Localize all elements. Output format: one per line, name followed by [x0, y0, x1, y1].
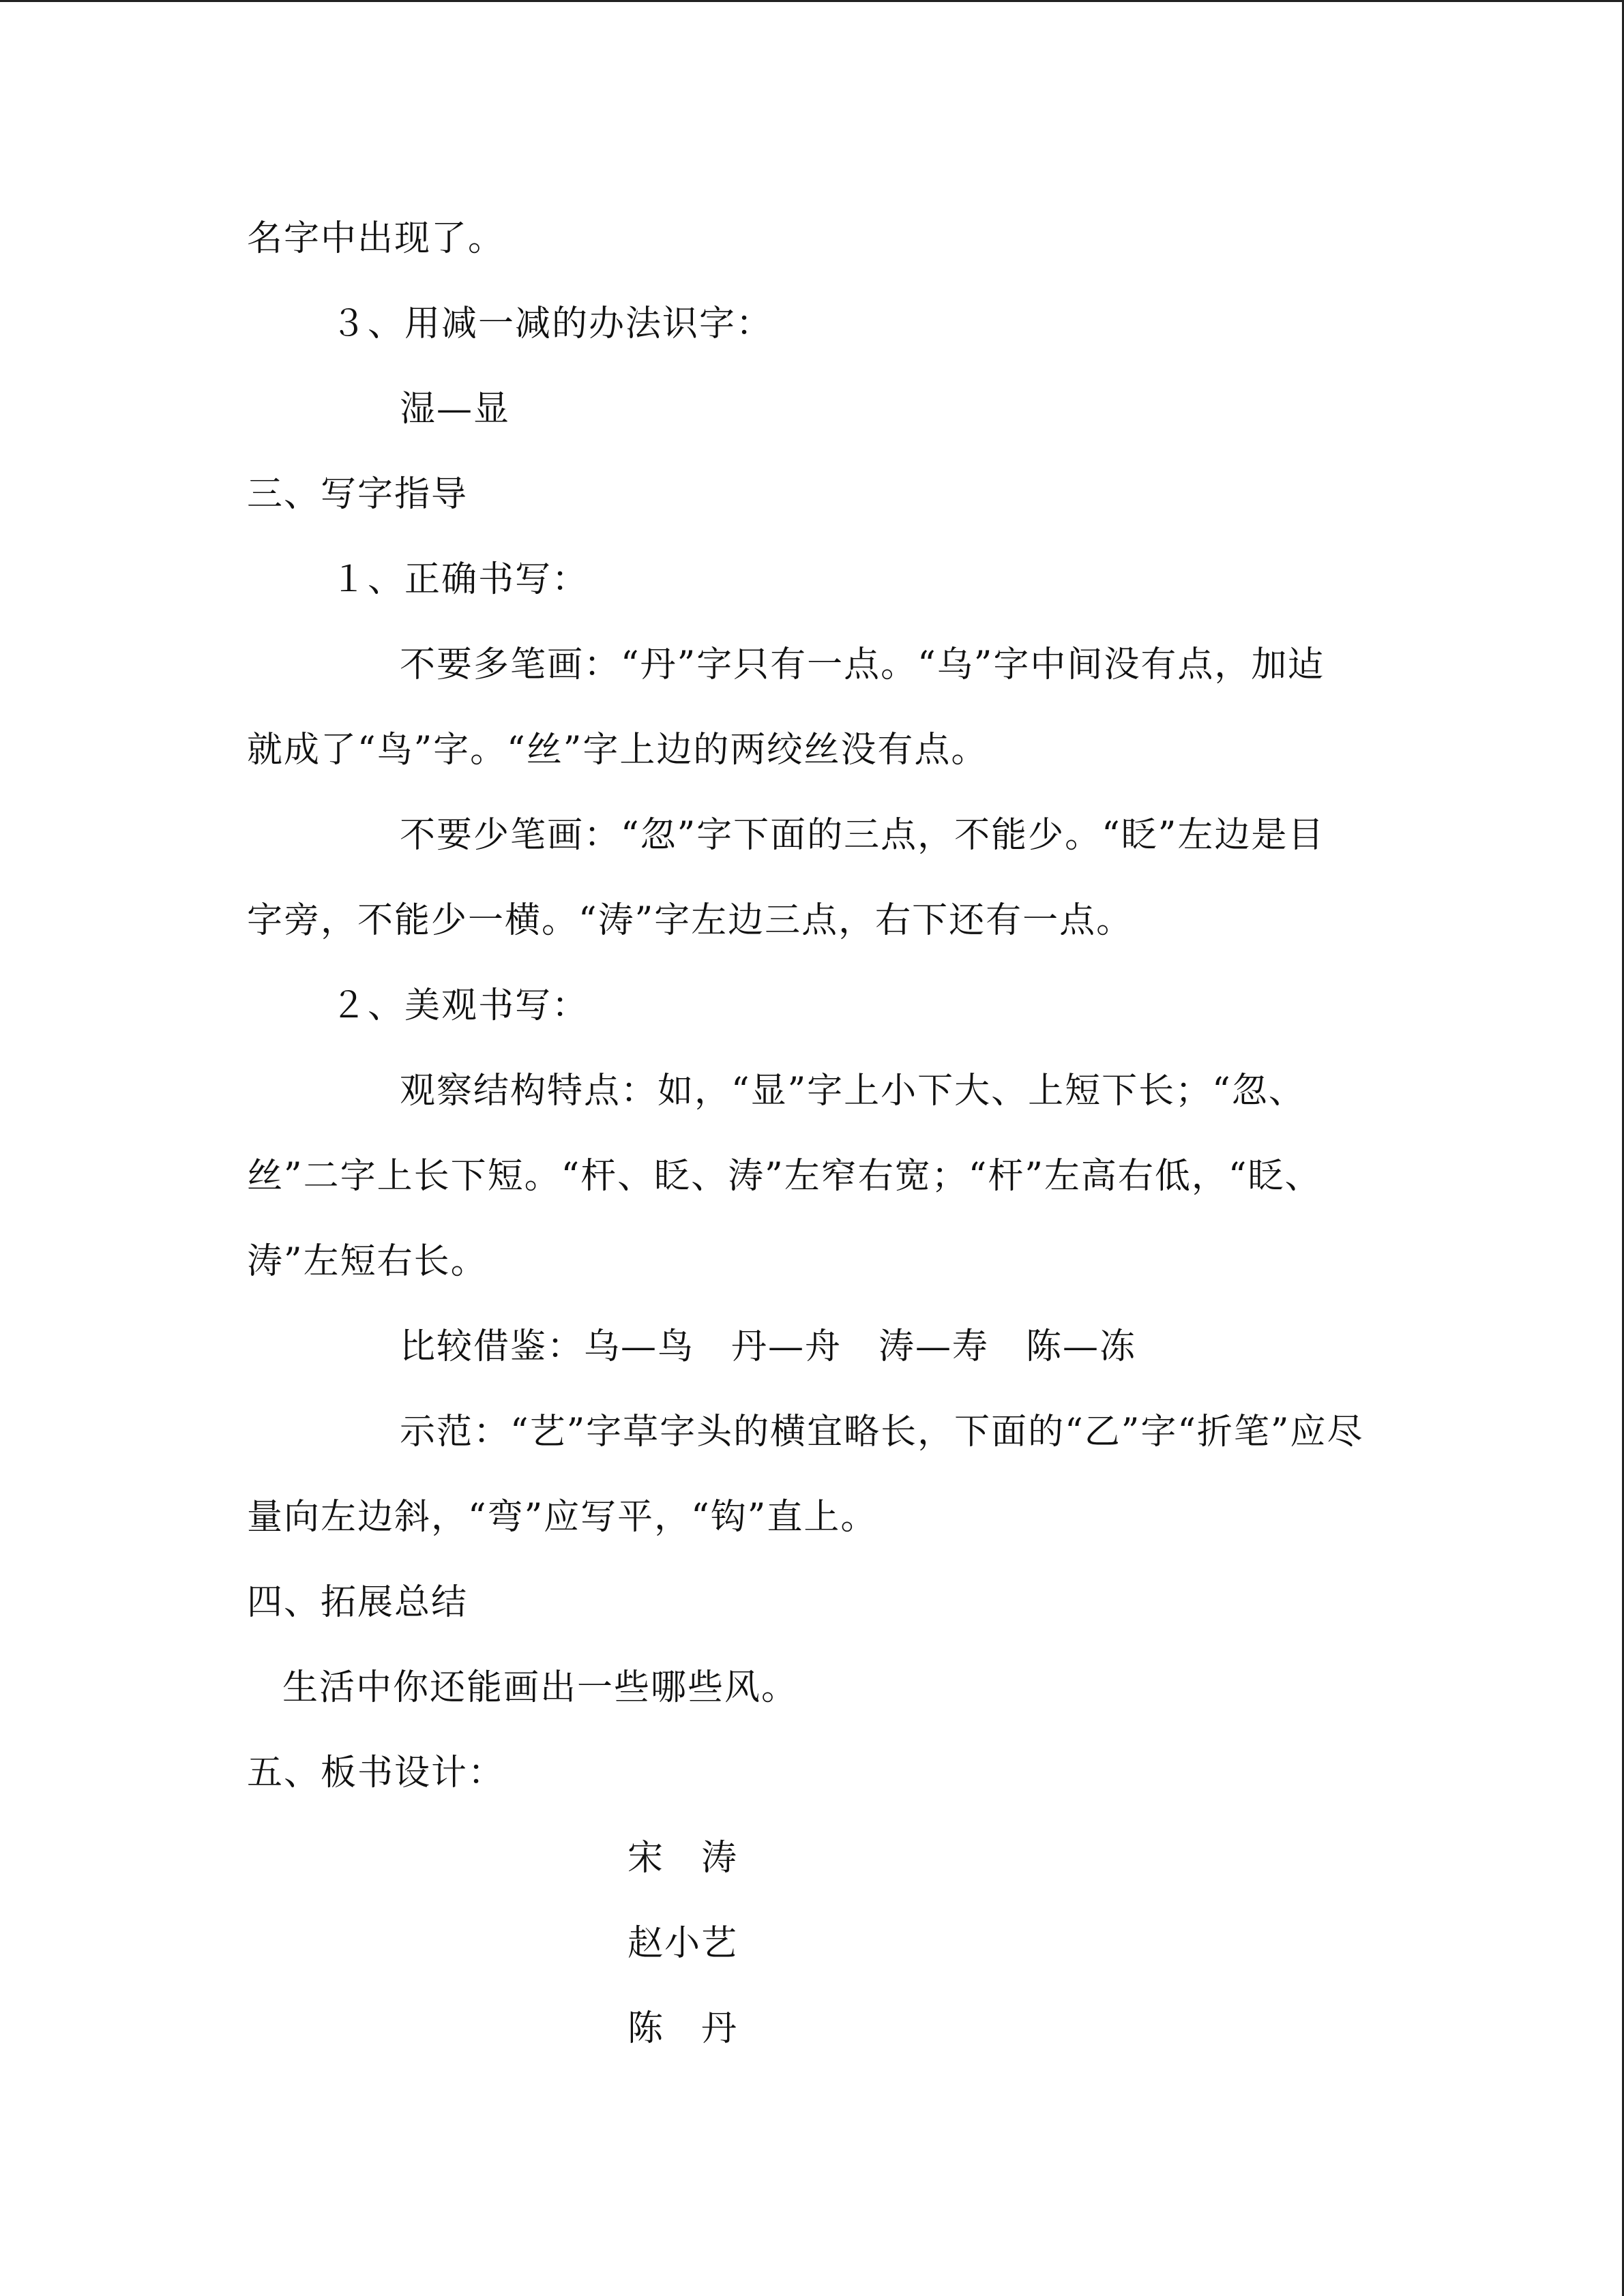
section-heading-5: 五、板书设计： [247, 1753, 505, 1793]
list-item-2: ２、美观书写： [331, 985, 589, 1026]
section-heading-3: 三、写字指导 [247, 474, 469, 515]
text-line: 比较借鉴：乌—鸟 丹—舟 涛—寿 陈—冻 [400, 1326, 1137, 1367]
list-item-1: １、正确书写： [331, 559, 589, 600]
text-line: 不要少笔画：“忽”字下面的三点，不能少。“眨”左边是目 [400, 815, 1325, 856]
text-line: 丝”二字上长下短。“杆、眨、涛”左窄右宽；“杆”左高右低，“眨、 [247, 1156, 1322, 1197]
list-item-3: ３、用减一减的办法识字： [331, 303, 773, 344]
board-design-line: 赵小艺 [628, 1923, 739, 1964]
text-line: 观察结构特点：如，“显”字上小下大、上短下长；“忽、 [400, 1071, 1305, 1112]
text-line: 生活中你还能画出一些哪些风。 [282, 1667, 799, 1708]
page-top-border [0, 0, 1624, 2]
text-line: 不要多笔画：“丹”字只有一点。“乌”字中间没有点，加迠 [400, 644, 1325, 685]
text-line: 字旁，不能少一横。“涛”字左边三点，右下还有一点。 [247, 900, 1134, 941]
board-design-line: 陈 丹 [628, 2008, 739, 2049]
text-line: 涛”左短右长。 [247, 1241, 488, 1282]
text-line: 名字中出现了。 [247, 218, 505, 259]
text-line: 量向左边斜，“弯”应写平，“钩”直上。 [247, 1497, 878, 1538]
text-line: 湿—显 [400, 389, 511, 430]
text-line: 示范：“艺”字草字头的横宜略长，下面的“乙”字“折笔”应尽 [400, 1412, 1364, 1452]
section-heading-4: 四、拓展总结 [247, 1582, 469, 1623]
board-design-line: 宋 涛 [628, 1838, 739, 1879]
text-line: 就成了“鸟”字。“丝”字上边的两绞丝没有点。 [247, 730, 988, 771]
